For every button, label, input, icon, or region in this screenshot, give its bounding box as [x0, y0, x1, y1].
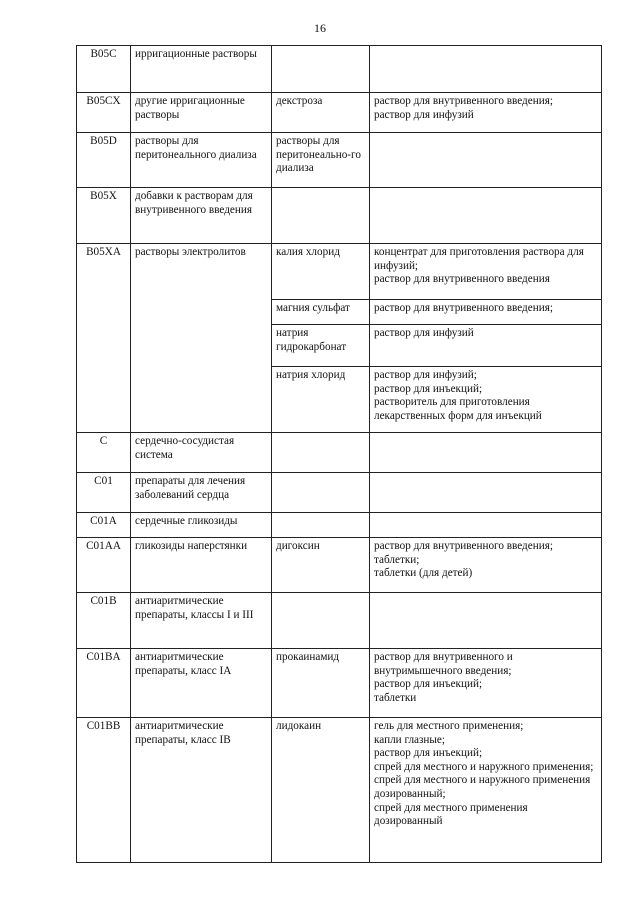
atc-code: B05X: [77, 188, 131, 244]
dosage-form: раствор для внутривенного введения;: [374, 540, 553, 552]
table-row: [77, 244, 602, 300]
drug-name: [272, 513, 370, 538]
dosage-form: спрей для местного и наружного применения;: [374, 760, 594, 773]
atc-code: B05XA: [77, 244, 131, 433]
table-row: [77, 593, 602, 649]
dosage-form: раствор для внутривенного введения: [374, 273, 550, 286]
drug-name: прокаинамид: [272, 649, 370, 718]
dosage-forms: [370, 593, 602, 649]
dosage-form: раствор для инфузий: [374, 108, 474, 121]
table-row: [77, 649, 602, 718]
atc-code: B05D: [77, 133, 131, 188]
atc-code: C01BA: [77, 649, 131, 718]
table-row: [77, 718, 602, 863]
dosage-form: раствор для инъекций;: [374, 678, 483, 691]
drug-name: лидокаин: [272, 718, 370, 863]
dosage-forms: [370, 718, 602, 863]
dosage-forms: [370, 93, 602, 133]
dosage-forms: [370, 325, 602, 367]
table-row: [77, 473, 602, 513]
group-name: растворы электролитов: [131, 244, 272, 433]
group-name: растворы для перитонеального диализа: [131, 133, 272, 188]
dosage-form: спрей для местного и наружного применения дозированный;: [374, 774, 591, 800]
drug-name: [272, 46, 370, 93]
table-row: [77, 538, 602, 593]
dosage-form: таблетки (для детей): [374, 567, 473, 580]
dosage-form: спрей для местного применения дозированный: [374, 801, 528, 828]
drug-name: калия хлорид: [272, 244, 370, 300]
group-name: антиаритмические препараты, классы I и III: [131, 593, 272, 649]
group-name: сердечные гликозиды: [131, 513, 272, 538]
group-name: антиаритмические препараты, класс IB: [131, 718, 272, 863]
drug-name: дигоксин: [272, 538, 370, 593]
dosage-forms: [370, 513, 602, 538]
dosage-form: растворитель для приготовления лекарственных форм для инъекций: [374, 396, 542, 422]
dosage-form: раствор для внутривенного введения;: [374, 302, 553, 314]
dosage-forms: [370, 433, 602, 473]
atc-code: B05C: [77, 46, 131, 93]
table-row: [77, 433, 602, 473]
table-row: [77, 513, 602, 538]
group-name: сердечно-сосудистая система: [131, 433, 272, 473]
table-row: [77, 188, 602, 244]
group-name: ирригационные растворы: [131, 46, 272, 93]
dosage-form: таблетки: [374, 691, 417, 704]
dosage-form: раствор для инъекций;: [374, 747, 483, 760]
dosage-form: раствор для внутривенного и внутримышечного введения;: [374, 651, 513, 677]
table-row: [77, 46, 602, 93]
table-row: [77, 93, 602, 133]
atc-code: B05CX: [77, 93, 131, 133]
atc-code: C01AA: [77, 538, 131, 593]
dosage-form: раствор для внутривенного введения;: [374, 95, 553, 107]
dosage-form: концентрат для приготовления раствора для инфузий;: [374, 246, 584, 272]
medication-table: [76, 45, 602, 863]
dosage-forms: [370, 473, 602, 513]
dosage-forms: [370, 46, 602, 93]
dosage-form: раствор для инъекций;: [374, 382, 483, 395]
page-number: 16: [314, 21, 326, 35]
dosage-form: раствор для инфузий;: [374, 369, 477, 381]
atc-code: C01BB: [77, 718, 131, 863]
drug-name: магния сульфат: [272, 300, 370, 325]
drug-name: натрия хлорид: [272, 367, 370, 433]
drug-name: декстроза: [272, 93, 370, 133]
atc-code: C01A: [77, 513, 131, 538]
dosage-form: капли глазные;: [374, 733, 446, 746]
drug-name: натрия гидрокарбонат: [272, 325, 370, 367]
dosage-forms: [370, 133, 602, 188]
dosage-forms: [370, 649, 602, 718]
dosage-forms: [370, 244, 602, 300]
group-name: антиаритмические препараты, класс IA: [131, 649, 272, 718]
atc-code: C01: [77, 473, 131, 513]
group-name: другие ирригационные растворы: [131, 93, 272, 133]
drug-name: [272, 593, 370, 649]
dosage-form: гель для местного применения;: [374, 720, 524, 732]
group-name: добавки к растворам для внутривенного введения: [131, 188, 272, 244]
table-row: [77, 133, 602, 188]
group-name: препараты для лечения заболеваний сердца: [131, 473, 272, 513]
dosage-forms: [370, 538, 602, 593]
dosage-forms: [370, 188, 602, 244]
group-name: гликозиды наперстянки: [131, 538, 272, 593]
dosage-form: раствор для инфузий: [374, 327, 474, 339]
dosage-forms: [370, 300, 602, 325]
drug-name: [272, 433, 370, 473]
drug-name: [272, 473, 370, 513]
dosage-forms: [370, 367, 602, 433]
dosage-form: таблетки;: [374, 553, 420, 566]
atc-code: C01B: [77, 593, 131, 649]
atc-code: C: [77, 433, 131, 473]
drug-name: растворы для перитонеально-го диализа: [272, 133, 370, 188]
drug-name: [272, 188, 370, 244]
